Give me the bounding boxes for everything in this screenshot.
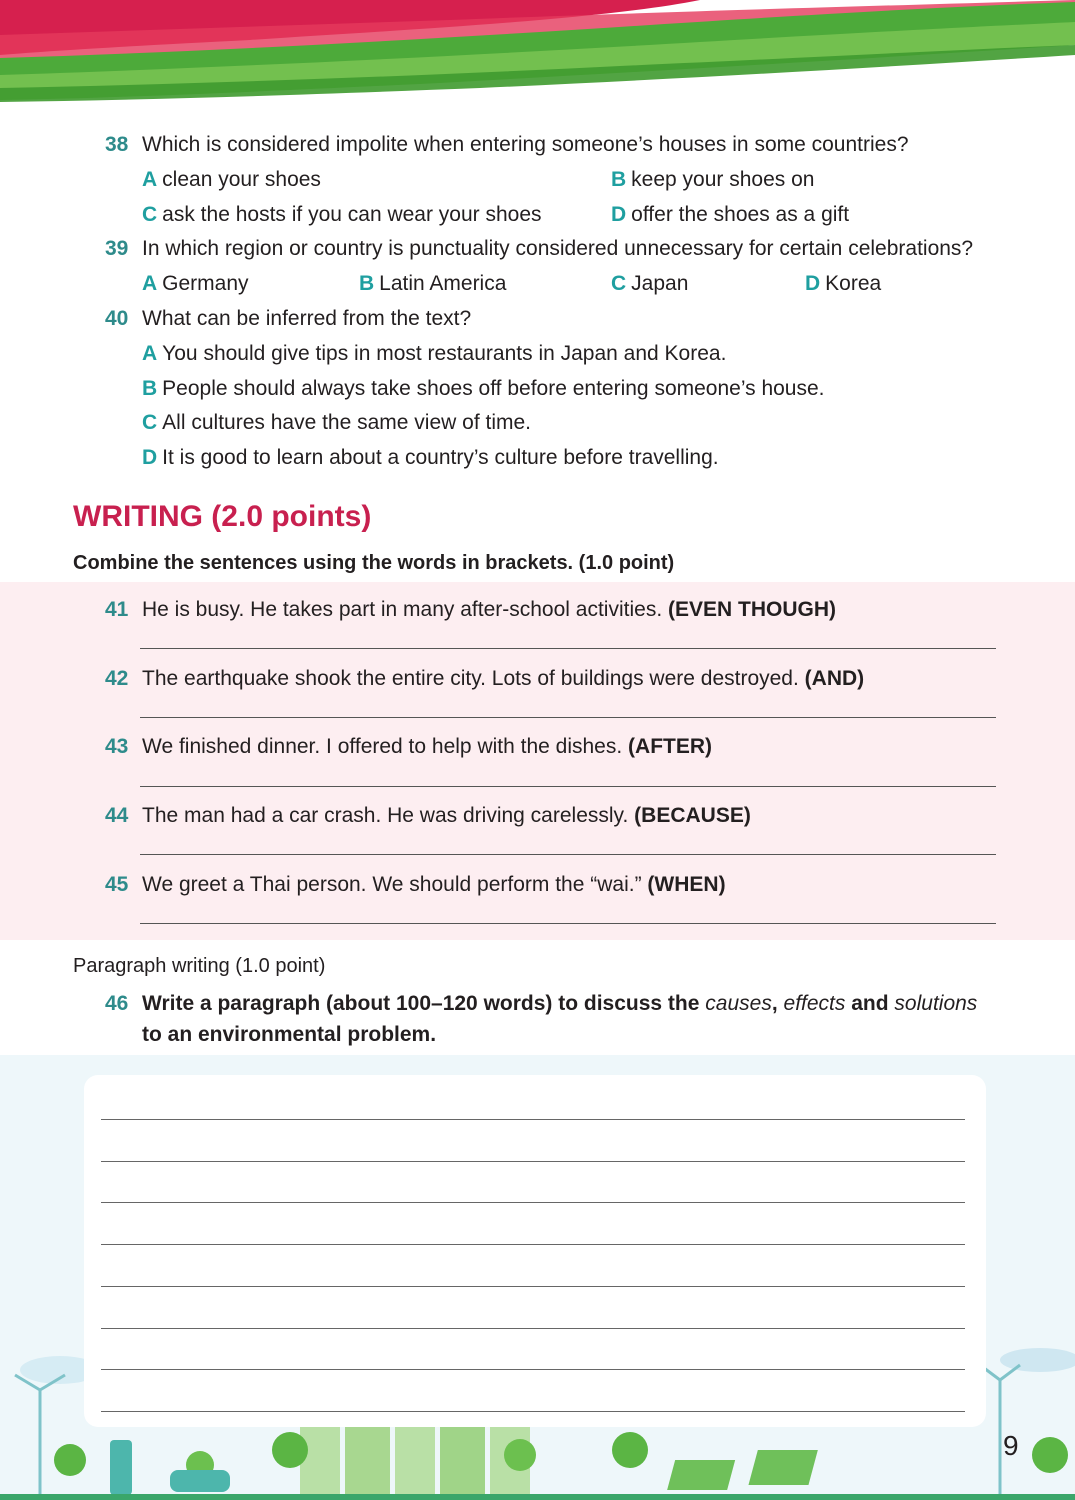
option-letter: D xyxy=(142,446,158,469)
question-text: In which region or country is punctuality considered unnecessary for certain celebrations? xyxy=(142,237,974,260)
option-40-b[interactable] xyxy=(142,375,825,403)
option-text: offer the shoes as a gift xyxy=(631,203,850,226)
option-text: Germany xyxy=(162,272,249,295)
option-text: Korea xyxy=(825,272,882,295)
question-number: 43 xyxy=(105,735,129,758)
question-number: 46 xyxy=(105,992,129,1015)
option-39-b[interactable] xyxy=(359,270,506,298)
writing-instruction: Combine the sentences using the words in brackets. (1.0 point) xyxy=(73,552,675,574)
option-38-b[interactable] xyxy=(611,166,814,194)
q46-effects: effects xyxy=(783,992,846,1015)
question-43 xyxy=(105,733,712,761)
paragraph-line[interactable] xyxy=(101,1161,965,1162)
question-42 xyxy=(105,665,864,693)
option-letter: B xyxy=(359,272,375,295)
writing-paper[interactable] xyxy=(84,1075,986,1427)
paragraph-line[interactable] xyxy=(101,1328,965,1329)
question-number: 38 xyxy=(105,133,129,156)
option-40-c[interactable] xyxy=(142,409,531,437)
keyword: (BECAUSE) xyxy=(634,804,751,827)
question-number: 42 xyxy=(105,667,129,690)
option-letter: A xyxy=(142,342,158,365)
option-letter: A xyxy=(142,168,158,191)
option-38-d[interactable] xyxy=(611,201,849,229)
question-text: We greet a Thai person. We should perform the “wai.” xyxy=(142,873,642,896)
question-number: 41 xyxy=(105,598,129,621)
question-text: He is busy. He takes part in many after-school activities. xyxy=(142,598,663,621)
question-text: We finished dinner. I offered to help with the dishes. xyxy=(142,735,623,758)
question-41 xyxy=(105,596,836,624)
paragraph-line[interactable] xyxy=(101,1202,965,1203)
paragraph-line[interactable] xyxy=(101,1119,965,1120)
option-40-a[interactable] xyxy=(142,340,726,368)
option-letter: D xyxy=(805,272,821,295)
question-text: The man had a car crash. He was driving carelessly. xyxy=(142,804,629,827)
q46-solutions: solutions xyxy=(894,992,978,1015)
page-number: 9 xyxy=(1003,1430,1019,1461)
paragraph-heading: Paragraph writing (1.0 point) xyxy=(73,955,326,977)
question-text: Which is considered impolite when entering someone’s houses in some countries? xyxy=(142,133,909,156)
question-number: 39 xyxy=(105,237,129,260)
option-text: All cultures have the same view of time. xyxy=(162,411,531,434)
option-letter: A xyxy=(142,272,158,295)
paragraph-line[interactable] xyxy=(101,1286,965,1287)
option-39-c[interactable] xyxy=(611,270,688,298)
answer-line-44[interactable] xyxy=(140,854,996,855)
option-text: It is good to learn about a country’s culture before travelling. xyxy=(162,446,719,469)
answer-line-45[interactable] xyxy=(140,923,996,924)
question-38 xyxy=(105,131,909,159)
top-banner-decoration xyxy=(0,0,1075,110)
q46-text-part1: Write a paragraph (about 100–120 words) to discuss the xyxy=(142,992,700,1015)
option-text: keep your shoes on xyxy=(631,168,815,191)
answer-line-42[interactable] xyxy=(140,717,996,718)
option-text: clean your shoes xyxy=(162,168,321,191)
option-letter: C xyxy=(142,203,158,226)
paragraph-line[interactable] xyxy=(101,1411,965,1412)
option-text: Japan xyxy=(631,272,689,295)
keyword: (AND) xyxy=(804,667,865,690)
answer-line-41[interactable] xyxy=(140,648,996,649)
paragraph-line[interactable] xyxy=(101,1369,965,1370)
question-text: The earthquake shook the entire city. Lots of buildings were destroyed. xyxy=(142,667,799,690)
keyword: (EVEN THOUGH) xyxy=(668,598,836,621)
option-text: ask the hosts if you can wear your shoes xyxy=(162,203,542,226)
answer-line-43[interactable] xyxy=(140,786,996,787)
question-45 xyxy=(105,871,726,899)
option-39-a[interactable] xyxy=(142,270,249,298)
q46-comma: , xyxy=(771,992,778,1015)
option-text: You should give tips in most restaurants in Japan and Korea. xyxy=(162,342,727,365)
question-number: 44 xyxy=(105,804,129,827)
option-text: People should always take shoes off before entering someone’s house. xyxy=(162,377,825,400)
option-letter: D xyxy=(611,203,627,226)
q46-and: and xyxy=(851,992,889,1015)
option-40-d[interactable] xyxy=(142,444,719,472)
keyword: (AFTER) xyxy=(628,735,713,758)
question-46 xyxy=(105,988,977,1050)
section-title: WRITING (2.0 points) xyxy=(73,500,372,533)
q46-text-part2: to an environmental problem. xyxy=(142,1023,437,1046)
option-letter: B xyxy=(142,377,158,400)
option-text: Latin America xyxy=(379,272,507,295)
option-38-c[interactable] xyxy=(142,201,542,229)
question-text: What can be inferred from the text? xyxy=(142,307,472,330)
paragraph-line[interactable] xyxy=(101,1244,965,1245)
option-letter: C xyxy=(611,272,627,295)
question-44 xyxy=(105,802,751,830)
question-number: 45 xyxy=(105,873,129,896)
option-38-a[interactable] xyxy=(142,166,321,194)
question-number: 40 xyxy=(105,307,129,330)
question-39 xyxy=(105,235,973,263)
question-40 xyxy=(105,305,471,333)
q46-causes: causes xyxy=(705,992,772,1015)
option-letter: C xyxy=(142,411,158,434)
option-39-d[interactable] xyxy=(805,270,881,298)
keyword: (WHEN) xyxy=(647,873,726,896)
option-letter: B xyxy=(611,168,627,191)
